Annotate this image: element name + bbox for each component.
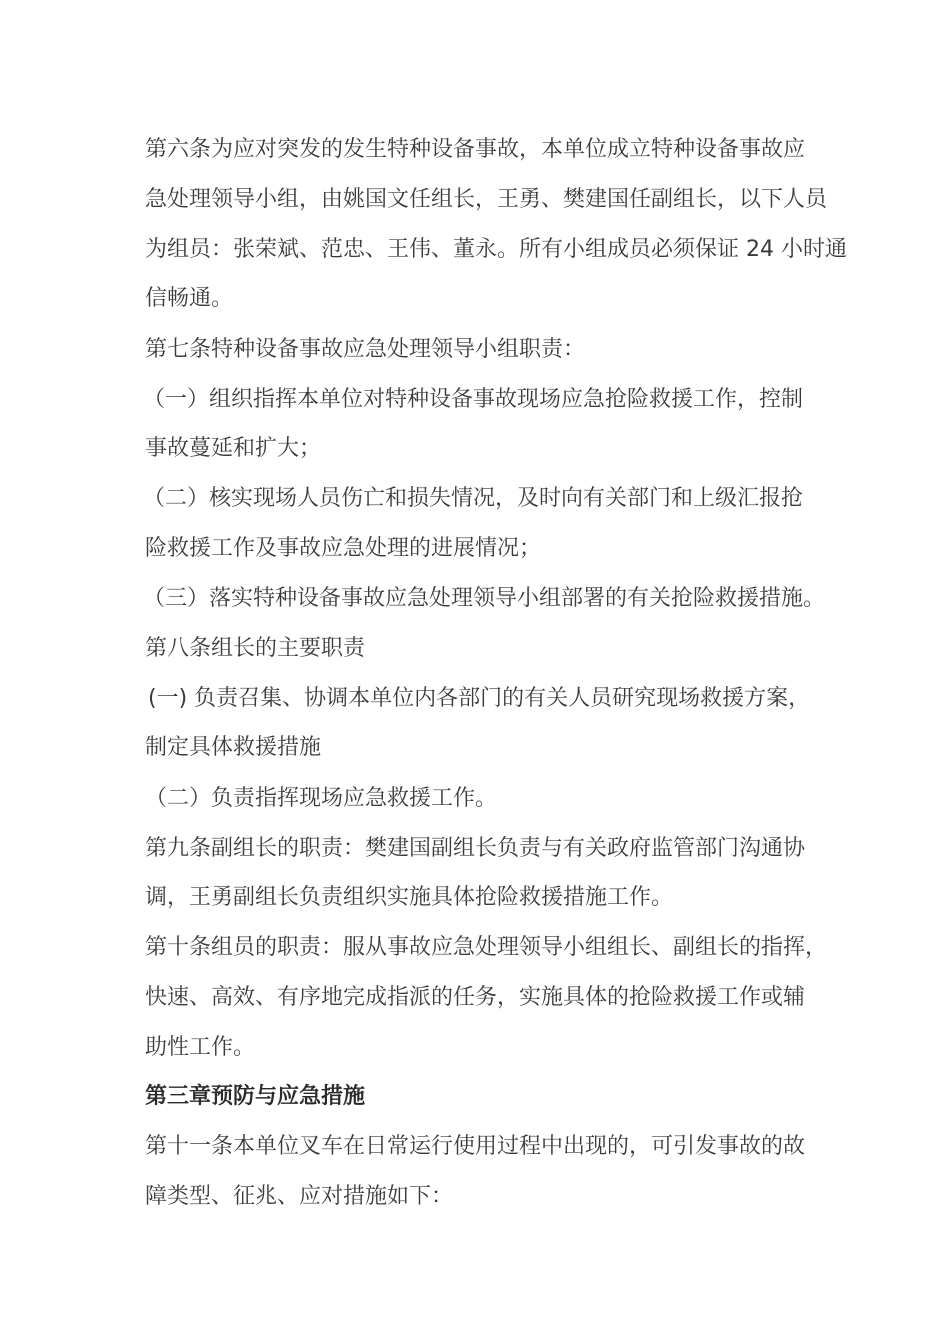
list-item-line: 制定具体救援措施 xyxy=(145,735,322,760)
article-heading: 第八条组长的主要职责 xyxy=(145,636,366,661)
paragraph-line: 障类型、征兆、应对措施如下： xyxy=(145,1184,454,1209)
list-item-line: （三）落实特种设备事故应急处理领导小组部署的有关抢险救援措施。 xyxy=(143,586,826,611)
paragraph-line: 第六条为应对突发的发生特种设备事故，本单位成立特种设备事故应 xyxy=(145,137,806,162)
paragraph-line: 信畅通。 xyxy=(145,286,234,311)
paragraph-line: 调，王勇副组长负责组织实施具体抢险救援措施工作。 xyxy=(145,885,674,910)
paragraph-line: 第九条副组长的职责：樊建国副组长负责与有关政府监管部门沟通协 xyxy=(145,836,806,861)
list-item-line: （一）组织指挥本单位对特种设备事故现场应急抢险救援工作，控制 xyxy=(143,387,804,412)
paragraph-line: 为组员：张荣斌、范忠、王伟、董永。所有小组成员必须保证 24 小时通 xyxy=(145,237,847,262)
list-item-line: （二）核实现场人员伤亡和损失情况，及时向有关部门和上级汇报抢 xyxy=(143,486,804,511)
paragraph-line: 助性工作。 xyxy=(145,1035,256,1060)
paragraph-line: 急处理领导小组，由姚国文任组长，王勇、樊建国任副组长，以下人员 xyxy=(145,187,828,212)
list-item-line: (一) 负责召集、协调本单位内各部门的有关人员研究现场救援方案， xyxy=(148,686,811,711)
list-item-line: 险救援工作及事故应急处理的进展情况； xyxy=(145,536,542,561)
chapter-heading: 第三章预防与应急措施 xyxy=(145,1084,366,1109)
paragraph-line: 第十一条本单位叉车在日常运行使用过程中出现的，可引发事故的故 xyxy=(145,1134,806,1159)
list-item-line: 事故蔓延和扩大； xyxy=(145,436,322,461)
article-heading: 第七条特种设备事故应急处理领导小组职责： xyxy=(145,337,586,362)
paragraph-line: 快速、高效、有序地完成指派的任务，实施具体的抢险救援工作或辅 xyxy=(145,985,806,1010)
list-item-line: （二）负责指挥现场应急救援工作。 xyxy=(145,786,498,811)
paragraph-line: 第十条组员的职责：服从事故应急处理领导小组组长、副组长的指挥， xyxy=(145,935,828,960)
